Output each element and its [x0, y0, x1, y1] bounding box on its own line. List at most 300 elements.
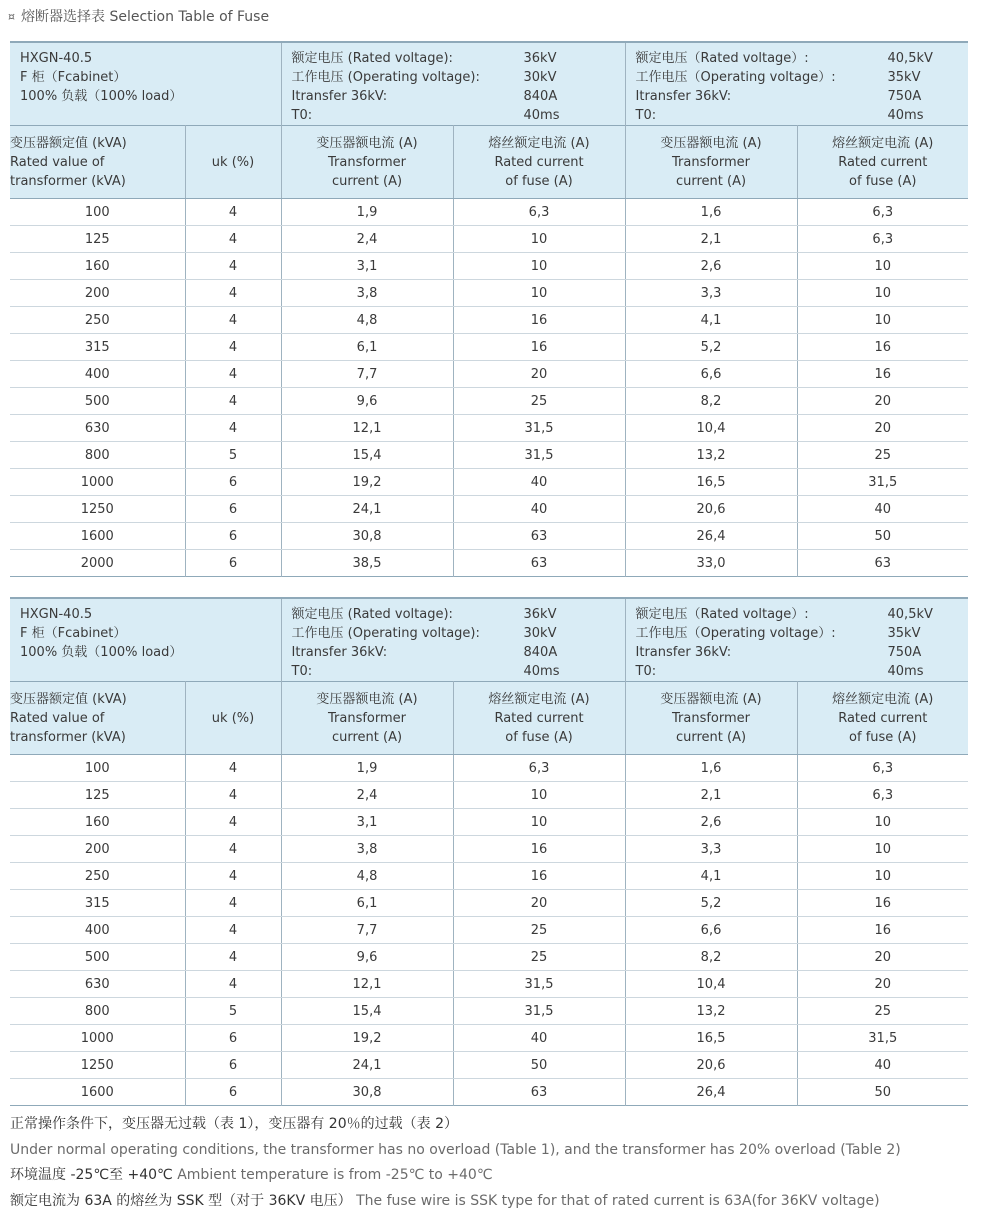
column-header-line: 变压器额定值 (kVA)	[10, 691, 127, 707]
table-cell: 10	[453, 226, 625, 253]
voltage-spec-line	[636, 624, 961, 643]
table-cell: 4	[185, 755, 281, 782]
table-cell: 10	[797, 863, 968, 890]
table-cell: 16	[453, 863, 625, 890]
table-row	[10, 1052, 968, 1079]
spec-value: 40ms	[523, 664, 560, 679]
table-cell: 4	[185, 836, 281, 863]
column-header-line: Rated value of	[10, 154, 105, 170]
table-cell: 30,8	[281, 523, 453, 550]
spec-value: 840A	[523, 89, 558, 104]
table-cell: 20,6	[625, 1052, 797, 1079]
table-cell: 1250	[10, 496, 185, 523]
table-row	[10, 442, 968, 469]
table-cell: 15,4	[281, 442, 453, 469]
table-cell: 10,4	[625, 971, 797, 998]
column-header-line: Rated current	[494, 710, 584, 726]
column-header-transformer-current-2	[625, 126, 797, 199]
table-cell: 400	[10, 361, 185, 388]
table-cell: 10,4	[625, 415, 797, 442]
cabinet-line: F 柜（Fcabinet）	[20, 70, 127, 85]
table-row	[10, 1025, 968, 1052]
spec-value: 40ms	[887, 108, 924, 123]
table-cell: 31,5	[453, 442, 625, 469]
table-row	[10, 523, 968, 550]
table-cell: 3,3	[625, 836, 797, 863]
table-cell: 7,7	[281, 917, 453, 944]
note-ambient-temperature-cn: 环境温度 -25℃至 +40℃	[10, 1167, 173, 1183]
table-cell: 26,4	[625, 1079, 797, 1106]
voltage-group-2	[625, 598, 968, 682]
table-row	[10, 863, 968, 890]
column-header-line: of fuse (A)	[849, 173, 917, 189]
table-cell: 4	[185, 782, 281, 809]
cabinet-info	[10, 598, 281, 682]
table-row	[10, 199, 968, 226]
table-cell: 25	[797, 442, 968, 469]
table-cell: 6,3	[797, 226, 968, 253]
table-cell: 25	[453, 917, 625, 944]
column-header-line: 变压器额定值 (kVA)	[10, 135, 127, 151]
voltage-spec-line	[292, 662, 617, 681]
spec-value: 40ms	[887, 664, 924, 679]
table-row	[10, 971, 968, 998]
note-fuse-type-en: The fuse wire is SSK type for that of rated current is 63A(for 36KV voltage)	[356, 1192, 880, 1209]
table-cell: 3,1	[281, 253, 453, 280]
table-cell: 500	[10, 944, 185, 971]
table-cell: 6,6	[625, 917, 797, 944]
table-cell: 6,1	[281, 890, 453, 917]
table-cell: 1,6	[625, 755, 797, 782]
table-cell: 1000	[10, 469, 185, 496]
table-row	[10, 809, 968, 836]
table-cell: 4,8	[281, 307, 453, 334]
table-cell: 4	[185, 253, 281, 280]
table-cell: 10	[797, 836, 968, 863]
spec-label: T0:	[291, 108, 313, 123]
spec-value: 35kV	[887, 70, 921, 85]
table-cell: 160	[10, 809, 185, 836]
table-cell: 315	[10, 334, 185, 361]
column-header-rated-value	[10, 682, 185, 755]
table-cell: 6,6	[625, 361, 797, 388]
column-header-line: Transformer	[328, 710, 407, 726]
cabinet-line: HXGN-40.5	[20, 607, 93, 622]
cabinet-line: F 柜（Fcabinet）	[20, 626, 127, 641]
spec-value: 30kV	[523, 70, 557, 85]
column-header-line: of fuse (A)	[505, 173, 573, 189]
voltage-spec-line	[636, 643, 961, 662]
note-ambient-temperature	[10, 1163, 901, 1189]
table-cell: 1600	[10, 1079, 185, 1106]
column-header-line: Transformer	[672, 710, 751, 726]
table-cell: 125	[10, 782, 185, 809]
table-cell: 2,1	[625, 226, 797, 253]
table-cell: 15,4	[281, 998, 453, 1025]
table-cell: 13,2	[625, 442, 797, 469]
table-cell: 1000	[10, 1025, 185, 1052]
table-cell: 10	[797, 307, 968, 334]
column-header-line: Rated value of	[10, 710, 105, 726]
column-header-line: 变压器额电流 (A)	[660, 135, 762, 151]
table-cell: 25	[797, 998, 968, 1025]
table-cell: 1,9	[281, 755, 453, 782]
table-cell: 25	[453, 944, 625, 971]
table-cell: 24,1	[281, 1052, 453, 1079]
spec-value: 750A	[887, 89, 922, 104]
table-cell: 4	[185, 890, 281, 917]
table-cell: 4	[185, 415, 281, 442]
table-cell: 125	[10, 226, 185, 253]
voltage-header-row	[10, 42, 968, 126]
column-header-line: transformer (kVA)	[10, 173, 126, 189]
table-cell: 10	[453, 782, 625, 809]
table-cell: 6	[185, 496, 281, 523]
table-cell: 250	[10, 863, 185, 890]
table-cell: 12,1	[281, 971, 453, 998]
table-cell: 2,4	[281, 782, 453, 809]
column-header-rated-value	[10, 126, 185, 199]
voltage-spec-line	[636, 68, 961, 87]
table-cell: 6,3	[797, 199, 968, 226]
page-title	[8, 6, 269, 26]
spec-value: 36kV	[523, 51, 557, 66]
spec-label: T0:	[635, 108, 657, 123]
table-cell: 6	[185, 1079, 281, 1106]
table-cell: 10	[453, 253, 625, 280]
table-cell: 5	[185, 998, 281, 1025]
table-cell: 100	[10, 199, 185, 226]
column-header-fuse-current-2	[797, 126, 968, 199]
table-cell: 500	[10, 388, 185, 415]
table-cell: 6,3	[797, 782, 968, 809]
column-header-line: Rated current	[838, 154, 928, 170]
table-cell: 4	[185, 809, 281, 836]
column-header-line: 熔丝额定电流 (A)	[488, 135, 590, 151]
voltage-group-2	[625, 42, 968, 126]
spec-label: 工作电压（Operating voltage）:	[635, 70, 836, 85]
table-row	[10, 755, 968, 782]
column-header-line: current (A)	[675, 173, 747, 189]
notes	[10, 1112, 901, 1214]
spec-label: Itransfer 36kV:	[291, 645, 388, 660]
table-row	[10, 550, 968, 577]
spec-label: 工作电压 (Operating voltage):	[291, 70, 480, 85]
table-cell: 160	[10, 253, 185, 280]
table-cell: 250	[10, 307, 185, 334]
table-cell: 20	[797, 415, 968, 442]
table-cell: 8,2	[625, 388, 797, 415]
table-cell: 200	[10, 836, 185, 863]
table-cell: 31,5	[453, 415, 625, 442]
table-cell: 6,1	[281, 334, 453, 361]
table-cell: 800	[10, 998, 185, 1025]
table-cell: 6	[185, 1025, 281, 1052]
column-header-uk: uk (%)	[185, 682, 281, 755]
table-cell: 31,5	[453, 971, 625, 998]
table-cell: 40	[453, 496, 625, 523]
table-cell: 20	[797, 388, 968, 415]
table-cell: 5,2	[625, 334, 797, 361]
spec-value: 840A	[523, 645, 558, 660]
table-cell: 100	[10, 755, 185, 782]
table-cell: 5	[185, 442, 281, 469]
table-cell: 2,6	[625, 809, 797, 836]
voltage-group-1	[281, 598, 625, 682]
spec-value: 40,5kV	[887, 607, 933, 622]
table-cell: 4,8	[281, 863, 453, 890]
note-fuse-type-cn: 额定电流为 63A 的熔丝为 SSK 型（对于 36KV 电压）	[10, 1192, 352, 1209]
table-cell: 6	[185, 550, 281, 577]
table-cell: 4	[185, 280, 281, 307]
table-cell: 24,1	[281, 496, 453, 523]
table-cell: 2,1	[625, 782, 797, 809]
column-header-line: current (A)	[331, 729, 403, 745]
note-normal-conditions-cn: 正常操作条件下，变压器无过载（表 1），变压器有 20％的过载（表 2）	[10, 1116, 458, 1132]
spec-value: 30kV	[523, 626, 557, 641]
table-cell: 40	[453, 1025, 625, 1052]
note-fuse-type	[10, 1189, 901, 1215]
table-row	[10, 890, 968, 917]
column-header-line: 熔丝额定电流 (A)	[488, 691, 590, 707]
table-cell: 10	[797, 809, 968, 836]
table-cell: 40	[453, 469, 625, 496]
table-cell: 630	[10, 971, 185, 998]
column-header-line: Transformer	[672, 154, 751, 170]
table-cell: 20	[453, 361, 625, 388]
table-cell: 50	[874, 1084, 892, 1100]
voltage-spec-line	[636, 106, 961, 125]
voltage-spec-line	[292, 605, 617, 624]
page-title-text: 熔断器选择表 Selection Table of Fuse	[21, 9, 270, 25]
table-cell: 200	[10, 280, 185, 307]
table-cell: 16	[797, 361, 968, 388]
column-header-line: 熔丝额定电流 (A)	[832, 691, 934, 707]
table-cell: 16,5	[625, 469, 797, 496]
voltage-spec-line	[636, 49, 961, 68]
table-cell: 400	[10, 917, 185, 944]
voltage-spec-line	[292, 643, 617, 662]
voltage-spec-line	[292, 68, 617, 87]
table-row	[10, 307, 968, 334]
cabinet-line: 100% 负载（100% load）	[20, 89, 183, 104]
table-cell: 50	[453, 1052, 625, 1079]
table-cell: 4	[185, 361, 281, 388]
table-cell: 4,1	[625, 863, 797, 890]
table-cell: 4	[185, 226, 281, 253]
table-cell: 5,2	[625, 890, 797, 917]
table-cell: 630	[10, 415, 185, 442]
column-header-fuse-current-1	[453, 682, 625, 755]
table-cell: 31,5	[453, 998, 625, 1025]
table-cell: 6,3	[797, 755, 968, 782]
table-cell: 16	[453, 334, 625, 361]
table-cell: 63	[453, 1079, 625, 1106]
spec-value: 36kV	[523, 607, 557, 622]
table-cell: 4	[185, 917, 281, 944]
voltage-spec-line	[292, 87, 617, 106]
column-header-line: of fuse (A)	[849, 729, 917, 745]
table-cell: 31,5	[797, 469, 968, 496]
fuse-selection-table	[10, 597, 968, 1106]
column-header-line: transformer (kVA)	[10, 729, 126, 745]
table-cell: 63	[453, 550, 625, 577]
cabinet-line: 100% 负载（100% load）	[20, 645, 183, 660]
fuse-table-2	[10, 597, 968, 1106]
table-cell: 9,6	[281, 388, 453, 415]
table-cell: 3,8	[281, 836, 453, 863]
note-normal-conditions-en: Under normal operating conditions, the transformer has no overload (Table 1), and the transformer has 20% overload (Table 2)	[10, 1141, 901, 1158]
cabinet-line: HXGN-40.5	[20, 51, 93, 66]
spec-label: 工作电压 (Operating voltage):	[291, 626, 480, 641]
bullet-icon: ¤	[8, 9, 15, 23]
column-header-fuse-current-1	[453, 126, 625, 199]
table-cell: 63	[453, 523, 625, 550]
column-header-row	[10, 682, 968, 755]
table-cell: 40	[797, 1052, 968, 1079]
table-cell: 33,0	[625, 550, 797, 577]
table-cell: 3,1	[281, 809, 453, 836]
voltage-spec-line	[292, 49, 617, 68]
cabinet-info	[10, 42, 281, 126]
table-cell: 8,2	[625, 944, 797, 971]
table-row	[10, 496, 968, 523]
table-cell: 1,6	[625, 199, 797, 226]
table-cell: 4	[185, 388, 281, 415]
table-row	[10, 782, 968, 809]
table-cell: 19,2	[281, 469, 453, 496]
column-header-line: current (A)	[675, 729, 747, 745]
table-row	[10, 944, 968, 971]
column-header-line: Rated current	[838, 710, 928, 726]
table-cell: 12,1	[281, 415, 453, 442]
spec-label: Itransfer 36kV:	[291, 89, 388, 104]
table-cell: 3,3	[625, 280, 797, 307]
table-cell: 2,6	[625, 253, 797, 280]
column-header-uk: uk (%)	[185, 126, 281, 199]
column-header-fuse-current-2	[797, 682, 968, 755]
table-cell: 10	[797, 280, 968, 307]
table-cell: 4	[185, 863, 281, 890]
table-cell: 6,3	[453, 199, 625, 226]
table-cell: 31,5	[797, 1025, 968, 1052]
spec-label: 额定电压 (Rated voltage):	[291, 607, 453, 622]
table-cell: 1600	[10, 523, 185, 550]
fuse-selection-table	[10, 41, 968, 577]
table-cell: 20	[453, 890, 625, 917]
table-cell: 6	[185, 523, 281, 550]
spec-label: Itransfer 36kV:	[635, 89, 732, 104]
table-row	[10, 1079, 968, 1106]
table-cell: 16	[453, 836, 625, 863]
table-row	[10, 388, 968, 415]
table-cell: 16,5	[625, 1025, 797, 1052]
table-row	[10, 415, 968, 442]
table-cell: 38,5	[281, 550, 453, 577]
table-cell: 4	[185, 944, 281, 971]
table-cell: 50	[797, 523, 968, 550]
table-cell: 16	[797, 917, 968, 944]
spec-label: 额定电压 (Rated voltage):	[291, 51, 453, 66]
table-cell: 16	[797, 890, 968, 917]
table-cell: 26,4	[625, 523, 797, 550]
spec-label: T0:	[635, 664, 657, 679]
table-cell: 315	[10, 890, 185, 917]
column-header-transformer-current-1	[281, 126, 453, 199]
fuse-table-1	[10, 41, 968, 577]
voltage-spec-line	[636, 605, 961, 624]
table-cell: 1,9	[281, 199, 453, 226]
table-row	[10, 917, 968, 944]
note-ambient-temperature-en: Ambient temperature is from -25℃ to +40℃	[177, 1167, 493, 1183]
column-header-line: of fuse (A)	[505, 729, 573, 745]
table-cell: 6	[185, 469, 281, 496]
table-row	[10, 469, 968, 496]
table-cell: 1250	[10, 1052, 185, 1079]
table-cell: 6	[185, 1052, 281, 1079]
column-header-line: Transformer	[328, 154, 407, 170]
column-header-line: 变压器额电流 (A)	[316, 691, 418, 707]
table-cell: 20,6	[625, 496, 797, 523]
voltage-spec-line	[636, 662, 961, 681]
table-cell: 10	[453, 280, 625, 307]
table-cell: 10	[797, 253, 968, 280]
column-header-row	[10, 126, 968, 199]
table-cell: 4,1	[625, 307, 797, 334]
table-row	[10, 361, 968, 388]
table-cell: 10	[453, 809, 625, 836]
column-header-transformer-current-2	[625, 682, 797, 755]
spec-label: T0:	[291, 664, 313, 679]
table-row	[10, 836, 968, 863]
table-cell: 16	[797, 334, 968, 361]
table-cell: 20	[797, 971, 968, 998]
spec-label: 额定电压（Rated voltage）:	[635, 607, 809, 622]
voltage-header-row	[10, 598, 968, 682]
table-row	[10, 253, 968, 280]
table-cell: 25	[453, 388, 625, 415]
table-cell: 4	[185, 334, 281, 361]
table-cell: 6,3	[453, 755, 625, 782]
voltage-spec-line	[636, 87, 961, 106]
voltage-group-1	[281, 42, 625, 126]
spec-value: 750A	[887, 645, 922, 660]
column-header-line: 变压器额电流 (A)	[316, 135, 418, 151]
table-cell: 2,4	[281, 226, 453, 253]
voltage-spec-line	[292, 106, 617, 125]
column-header-line: 熔丝额定电流 (A)	[832, 135, 934, 151]
spec-label: Itransfer 36kV:	[635, 645, 732, 660]
column-header-line: current (A)	[331, 173, 403, 189]
table-cell: 4	[185, 307, 281, 334]
table-row	[10, 334, 968, 361]
column-header-line: 变压器额电流 (A)	[660, 691, 762, 707]
column-header-transformer-current-1	[281, 682, 453, 755]
spec-label: 额定电压（Rated voltage）:	[635, 51, 809, 66]
table-row	[10, 998, 968, 1025]
spec-label: 工作电压（Operating voltage）:	[635, 626, 836, 641]
table-cell: 16	[453, 307, 625, 334]
table-cell: 20	[797, 944, 968, 971]
table-cell: 30,8	[281, 1079, 453, 1106]
table-cell: 7,7	[281, 361, 453, 388]
table-row	[10, 226, 968, 253]
column-header-line: Rated current	[494, 154, 584, 170]
table-cell: 63	[874, 555, 892, 571]
table-cell: 13,2	[625, 998, 797, 1025]
spec-value: 40,5kV	[887, 51, 933, 66]
voltage-spec-line	[292, 624, 617, 643]
